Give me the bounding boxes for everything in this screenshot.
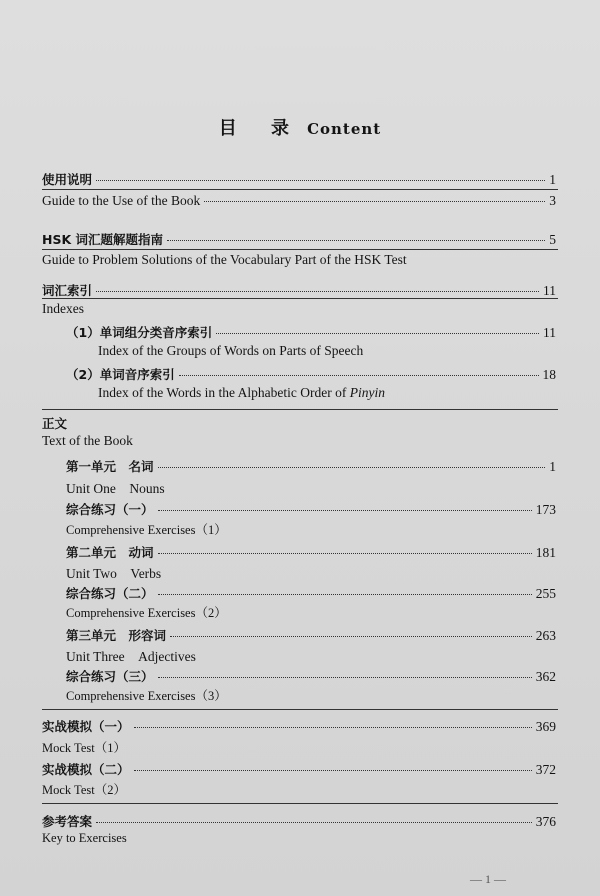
toc-entry-use-guide-en[interactable] [42, 193, 556, 209]
toc-label: 综合练习（二） [66, 586, 154, 601]
leader-dots [167, 240, 545, 241]
page-number: 11 [543, 325, 556, 340]
leader-dots [158, 510, 532, 511]
page-number: 11 [543, 283, 556, 298]
leader-dots [158, 677, 532, 678]
toc-label: 综合练习（一） [66, 502, 154, 517]
toc-label: 实战模拟（二） [42, 762, 130, 777]
toc-label: （2）单词音序索引 [66, 367, 175, 382]
toc-label: 第二单元 动词 [66, 545, 154, 560]
page-number: 5 [549, 232, 556, 247]
leader-dots [96, 822, 532, 823]
toc-entry-unit-two[interactable] [66, 543, 556, 561]
toc-subtitle-mock-1: Mock Test（1） [42, 741, 126, 755]
toc-entry-exercises-2[interactable] [66, 584, 556, 602]
toc-label: HSK 词汇题解题指南 [42, 232, 164, 247]
toc-label: 第一单元 名词 [66, 459, 154, 474]
page-number: 376 [535, 814, 556, 829]
page-number: 263 [535, 628, 556, 643]
toc-subtitle-exercises-3: Comprehensive Exercises（3） [66, 689, 227, 703]
toc-subtitle-exercises-2: Comprehensive Exercises（2） [66, 606, 227, 620]
divider [42, 409, 558, 410]
toc-entry-hsk-guide[interactable] [42, 230, 556, 248]
toc-entry-mock-1[interactable] [42, 717, 556, 735]
leader-dots [158, 553, 532, 554]
toc-label: 综合练习（三） [66, 669, 154, 684]
page-number: 369 [535, 719, 556, 734]
toc-subtitle-unit-three: Unit Three Adjectives [66, 649, 196, 664]
page-number: 3 [549, 193, 556, 208]
toc-entry-use-guide-zh[interactable] [42, 170, 556, 188]
divider [42, 189, 558, 190]
leader-dots [216, 333, 539, 334]
toc-label: 第三单元 形容词 [66, 628, 167, 643]
page-number: 173 [535, 502, 556, 517]
leader-dots [204, 201, 545, 202]
leader-dots [134, 770, 532, 771]
toc-label: （1）单词组分类音序索引 [66, 325, 213, 340]
toc-label: 使用说明 [42, 172, 93, 187]
toc-entry-index-groups[interactable] [66, 323, 556, 341]
page-number: 255 [535, 586, 556, 601]
leader-dots [96, 180, 545, 181]
toc-subtitle-unit-one: Unit One Nouns [66, 481, 165, 496]
leader-dots [96, 291, 539, 292]
page-number: 1 [549, 459, 556, 474]
page-number: 362 [535, 669, 556, 684]
page-number: 18 [542, 367, 556, 382]
toc-entry-exercises-3[interactable] [66, 667, 556, 685]
leader-dots [158, 594, 532, 595]
subtitle-italic: Pinyin [349, 385, 385, 400]
divider [42, 298, 558, 299]
toc-subtitle-exercises-1: Comprehensive Exercises（1） [66, 523, 227, 537]
leader-dots [158, 467, 546, 468]
page-number: 1 [549, 172, 556, 187]
toc-label: Guide to the Use of the Book [42, 193, 201, 208]
leader-dots [179, 375, 539, 376]
toc-label: 实战模拟（一） [42, 719, 130, 734]
divider [42, 709, 558, 710]
toc-entry-indexes[interactable] [42, 281, 556, 299]
toc-subtitle-unit-two: Unit Two Verbs [66, 566, 162, 581]
page-footer-number: — 1 — [470, 872, 506, 886]
toc-subtitle-index-words [98, 385, 385, 401]
leader-dots [134, 727, 532, 728]
toc-subtitle-index-groups: Index of the Groups of Words on Parts of Speech [98, 343, 364, 358]
toc-entry-index-words[interactable] [66, 365, 556, 383]
toc-subtitle-mock-2: Mock Test（2） [42, 783, 126, 797]
toc-label: 参考答案 [42, 814, 93, 829]
toc-label: 词汇索引 [42, 283, 93, 298]
toc-entry-answers[interactable] [42, 812, 556, 830]
toc-subtitle-indexes: Indexes [42, 301, 84, 316]
toc-entry-unit-one[interactable] [66, 457, 556, 475]
subtitle-text: Index of the Words in the Alphabetic Order of [98, 385, 350, 400]
section-heading-text: 正文 [42, 416, 68, 431]
page-number: 372 [535, 762, 556, 777]
section-subheading-text: Text of the Book [42, 433, 133, 448]
title-zh: 目 录 [218, 118, 304, 139]
toc-entry-mock-2[interactable] [42, 760, 556, 778]
toc-entry-unit-three[interactable] [66, 626, 556, 644]
page-number: 181 [535, 545, 556, 560]
divider [42, 249, 558, 250]
divider [42, 803, 558, 804]
title-en: Content [307, 120, 382, 138]
toc-subtitle-answers: Key to Exercises [42, 831, 127, 845]
toc-entry-exercises-1[interactable] [66, 500, 556, 518]
page-title [0, 114, 600, 140]
toc-subtitle-hsk-guide: Guide to Problem Solutions of the Vocabulary Part of the HSK Test [42, 252, 407, 267]
leader-dots [170, 636, 532, 637]
